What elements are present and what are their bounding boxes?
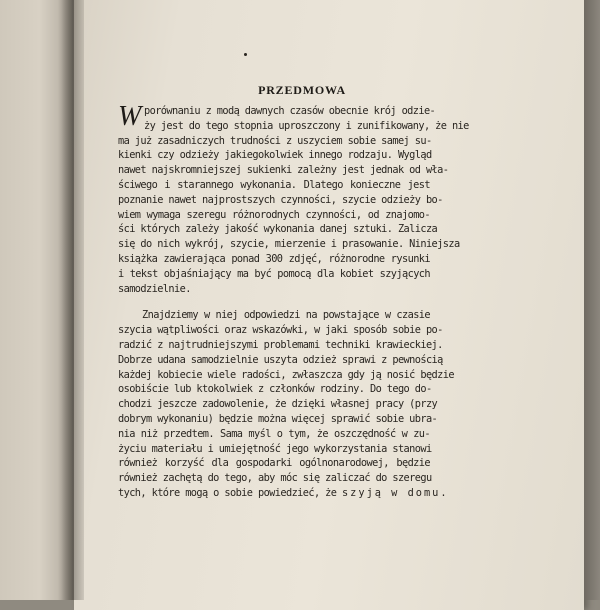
line-text: życiu materiału i umiejętność jego wykorzystania stanowi bbox=[118, 442, 432, 455]
line-text: samodzielnie. bbox=[118, 282, 191, 295]
text-line bbox=[118, 368, 454, 383]
body-text bbox=[118, 101, 469, 501]
line-text: również korzyść dla gospodarki ogólnonarodowej, będzie bbox=[118, 457, 430, 470]
text-line bbox=[118, 148, 430, 163]
line-text: Dobrze udana samodzielnie uszyta odzież sprawi z pewnością bbox=[118, 353, 443, 366]
line-text: tych, które mogą o sobie powiedzieć, że bbox=[118, 486, 342, 499]
text-line bbox=[118, 427, 430, 442]
text-line bbox=[118, 193, 443, 208]
line-text: chodzi jeszcze zadowolenie, że dzięki własnej pracy (przy bbox=[118, 398, 438, 411]
line-text: porównaniu z modą dawnych czasów obecnie krój odzie- bbox=[144, 105, 436, 117]
line-text: Znajdziemy w niej odpowiedzi na powstające w czasie bbox=[142, 309, 430, 322]
text-line bbox=[118, 252, 430, 267]
line-text: każdej kobiecie wiele radości, zwłaszcza gdy ją nosić będzie bbox=[118, 368, 454, 381]
line-text: ży jest do tego stopnia uproszczony i zunifikowany, że nie bbox=[144, 119, 469, 132]
text-line bbox=[118, 323, 443, 338]
line-text: radzić z najtrudniejszymi problemami techniki krawieckiej. bbox=[118, 338, 443, 351]
line-text: poznanie nawet najprostszych czynności, szycie odzieży bo- bbox=[118, 193, 443, 206]
line-text: ści których zależy jakość wykonania danej sztuki. Zalicza bbox=[118, 223, 438, 236]
ink-dot bbox=[244, 53, 247, 56]
line-text: dobrym wykonaniu) będzie można więcej sprawić sobie ubra- bbox=[118, 412, 438, 425]
text-line bbox=[118, 282, 430, 297]
text-line bbox=[118, 471, 430, 486]
text-line bbox=[118, 134, 430, 149]
line-text: wiem wymaga szeregu różnorodnych czynności, od znajomo- bbox=[118, 208, 430, 221]
text-line bbox=[118, 442, 430, 457]
page-title: PRZEDMOWA bbox=[258, 83, 346, 97]
text-line bbox=[118, 456, 430, 471]
line-text: osobiście lub ktokolwiek z członków rodziny. Do tego do- bbox=[118, 383, 432, 396]
paragraph-gap bbox=[118, 296, 430, 308]
text-line bbox=[118, 486, 449, 501]
line-text: szycia wątpliwości oraz wskazówki, w jaki sposób sobie po- bbox=[118, 324, 443, 337]
line-text: kienki czy odzieży jakiegokolwiek innego rodzaju. Wygląd bbox=[118, 149, 432, 162]
text-line bbox=[118, 237, 460, 252]
text-line bbox=[118, 208, 430, 223]
emphasized-text: szyją w domu. bbox=[341, 486, 449, 499]
text-line bbox=[118, 412, 438, 427]
line-text: się do nich wykrój, szycie, mierzenie i prasowanie. Niniejsza bbox=[118, 238, 460, 251]
line-text: książka zawierająca ponad 300 zdjęć, różnorodne rysunki bbox=[118, 252, 430, 265]
line-text: nia niż przedtem. Sama myśl o tym, że oszczędność w zu- bbox=[118, 427, 430, 440]
text-line bbox=[118, 382, 430, 397]
line-text: nawet najskromniejszej sukienki zależny jest jednak od wła- bbox=[118, 164, 449, 177]
line-text: ma już zasadniczych trudności z uszyciem sobie samej su- bbox=[118, 134, 432, 147]
text-line bbox=[118, 397, 438, 412]
text-line bbox=[118, 119, 469, 134]
text-line bbox=[118, 178, 430, 193]
text-line bbox=[118, 163, 449, 178]
text-line bbox=[118, 308, 430, 323]
line-text: ściwego i starannego wykonania. Dlatego konieczne jest bbox=[118, 178, 430, 191]
line-text: również zachętą do tego, aby móc się zaliczać do szeregu bbox=[118, 472, 432, 485]
text-line bbox=[118, 267, 430, 282]
text-line bbox=[118, 353, 443, 368]
text-line bbox=[118, 338, 443, 353]
line-text: i tekst objaśniający ma być pomocą dla kobiet szyjących bbox=[118, 267, 430, 280]
drop-cap: W bbox=[118, 101, 141, 132]
text-line bbox=[118, 222, 438, 237]
